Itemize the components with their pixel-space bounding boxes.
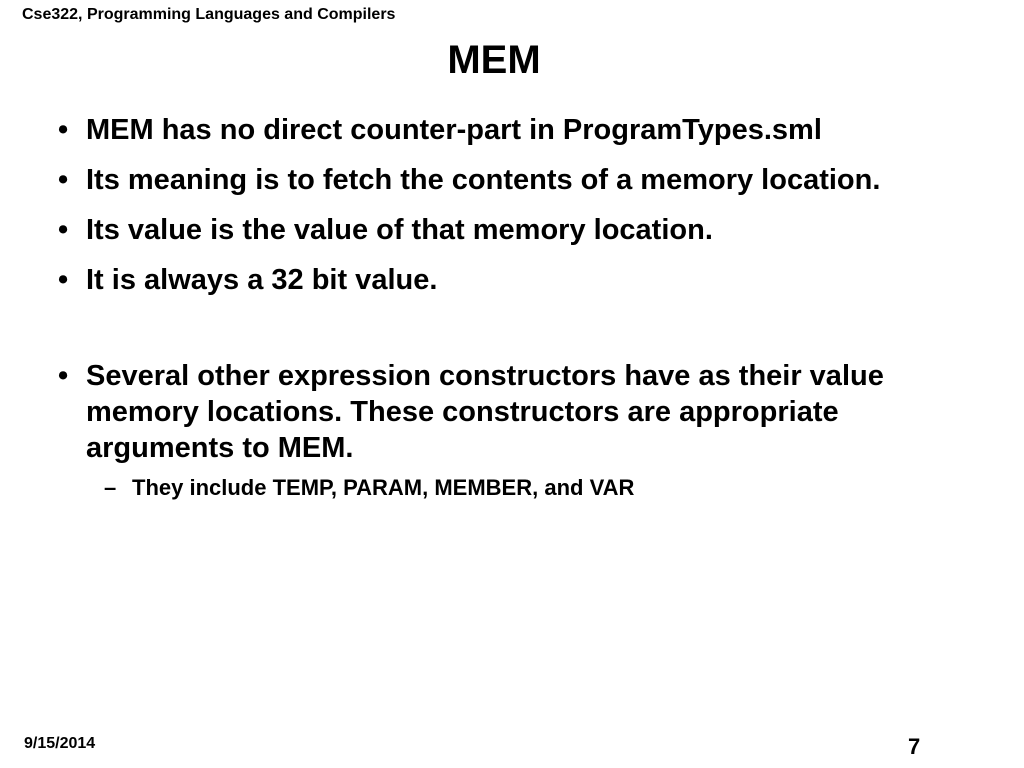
bullet-dot-icon: • <box>58 264 69 296</box>
bullet-dot-icon: • <box>58 164 69 196</box>
bullet-item <box>58 262 958 298</box>
bullet-item <box>58 358 958 466</box>
bullet-text: Several other expression constructors have as their value memory locations. These constructors are appropriate arguments to MEM. <box>86 360 884 464</box>
slide-title: MEM <box>447 38 541 82</box>
page-number: 7 <box>908 734 921 759</box>
bullet-dot-icon: • <box>58 114 69 146</box>
footer-date: 9/15/2014 <box>24 735 96 752</box>
bullet-dot-icon: • <box>58 360 69 392</box>
bullet-item <box>58 112 958 148</box>
bullet-list <box>58 112 958 502</box>
bullet-text: It is always a 32 bit value. <box>86 264 438 296</box>
bullet-text: Its meaning is to fetch the contents of a memory location. <box>86 164 881 196</box>
sub-bullet-text: They include TEMP, PARAM, MEMBER, and VAR <box>132 475 635 500</box>
course-header: Cse322, Programming Languages and Compilers <box>22 6 396 23</box>
bullet-text: Its value is the value of that memory location. <box>86 214 713 246</box>
bullet-item <box>58 162 958 198</box>
bullet-item <box>58 212 958 248</box>
dash-icon: – <box>104 475 117 500</box>
bullet-dot-icon: • <box>58 214 69 246</box>
bullet-text: MEM has no direct counter-part in ProgramTypes.sml <box>86 114 822 146</box>
sub-bullet-item <box>104 474 958 502</box>
